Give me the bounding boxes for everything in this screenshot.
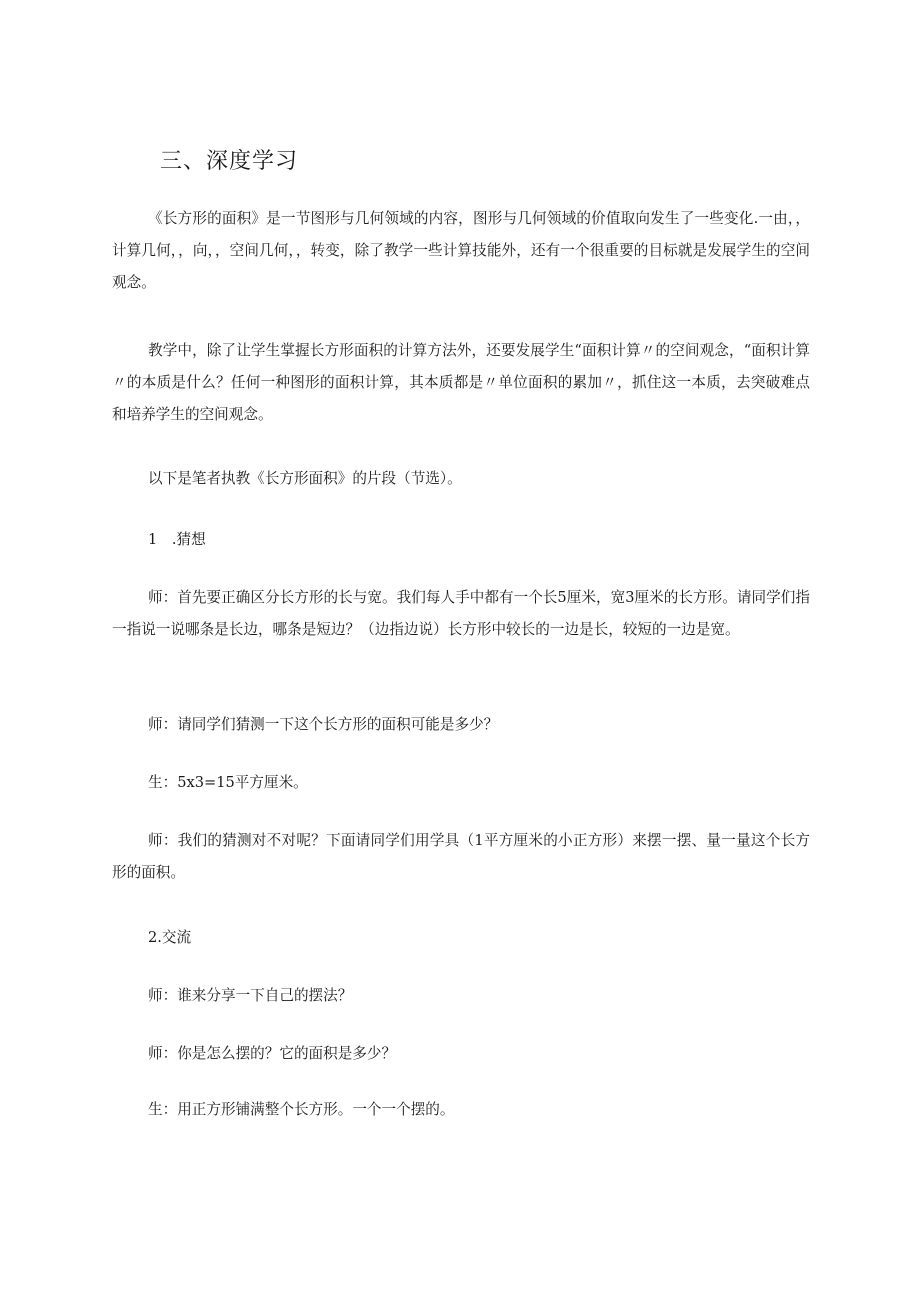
paragraph-teaching: 教学中，除了让学生掌握长方形面积的计算方法外，还要发展学生“面积计算〃的空间观念，“面积计算〃的本质是什么？任何一种图形的面积计算，其本质都是〃单位面积的累加〃，抓住这一本质，去突破难点和培养学生的空间观念。 (112, 342, 810, 423)
paragraph-teacher-2: 师：请同学们猜测一下这个长方形的面积可能是多少？ (148, 716, 499, 733)
subheading-guess: 1 .猜想 (148, 531, 206, 548)
paragraph-teacher-4: 师：谁来分享一下自己的摆法？ (148, 987, 353, 1004)
paragraph-student-1: 生：5x3=15平方厘米。 (148, 774, 308, 791)
paragraph-teacher-1: 师：首先要正确区分长方形的长与宽。我们每人手中都有一个长5厘米，宽3厘米的长方形。请同学们指一指说一说哪条是长边，哪条是短边？（边指边说）长方形中较长的一边是长，较短的一边是宽。 (112, 589, 810, 638)
section-heading: 三、深度学习 (160, 149, 299, 174)
subheading-exchange: 2.交流 (148, 929, 192, 946)
paragraph-intro: 《长方形的面积》是一节图形与几何领域的内容，图形与几何领域的价值取向发生了一些变化.一由，，计算几何，，向，，空间几何，，转变，除了教学一些计算技能外，还有一个很重要的目标就是发展学生的空间观念。 (112, 210, 810, 291)
paragraph-student-2: 生：用正方形铺满整个长方形。一个一个摆的。 (148, 1101, 455, 1118)
paragraph-teacher-5: 师：你是怎么摆的？它的面积是多少？ (148, 1045, 397, 1062)
paragraph-teacher-3: 师：我们的猜测对不对呢？下面请同学们用学具（1平方厘米的小正方形）来摆一摆、量一量这个长方形的面积。 (112, 832, 810, 881)
paragraph-excerpt-intro: 以下是笔者执教《长方形面积》的片段（节选）。 (148, 470, 462, 487)
